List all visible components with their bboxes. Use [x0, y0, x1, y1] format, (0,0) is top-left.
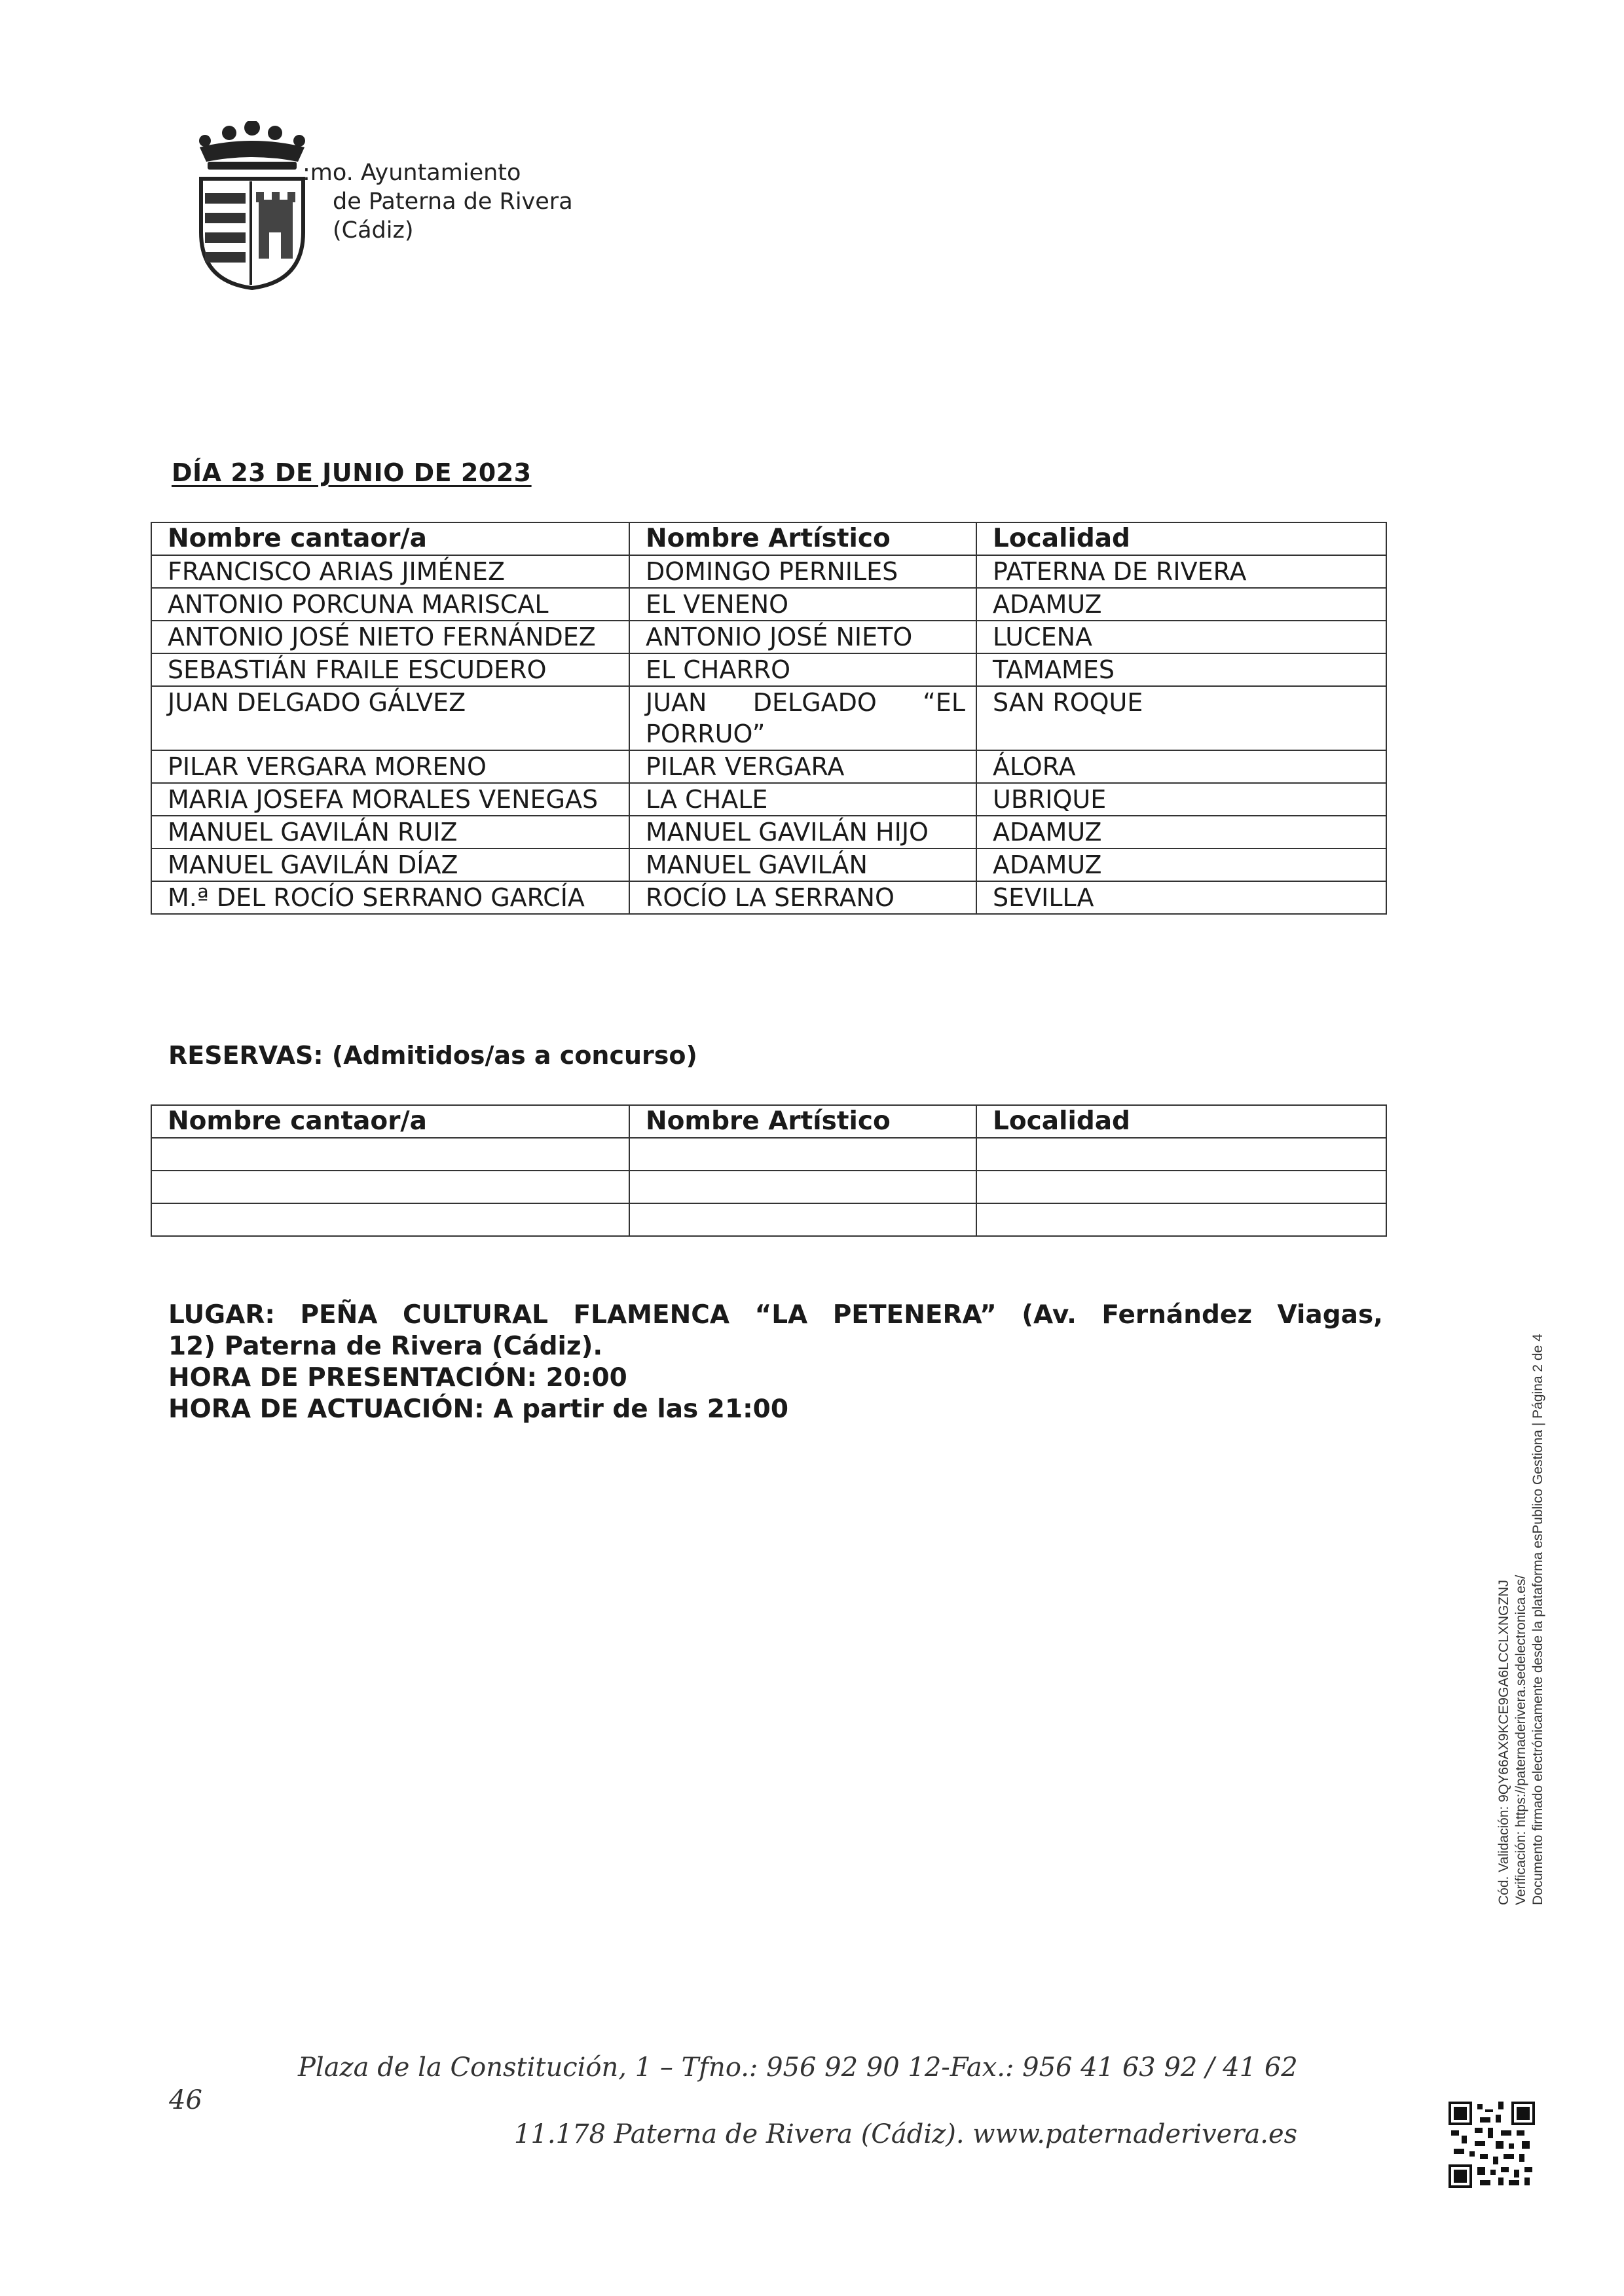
- participant-artistic-name: LA CHALE: [629, 783, 976, 816]
- table-header-row: [151, 1105, 1386, 1138]
- day-title: DÍA 23 DE JUNIO DE 2023: [172, 458, 532, 487]
- empty-cell: [976, 1138, 1386, 1171]
- participant-name: M.ª DEL ROCÍO SERRANO GARCÍA: [151, 881, 629, 914]
- participant-name: SEBASTIÁN FRAILE ESCUDERO: [151, 653, 629, 686]
- column-header-artistic-name: Nombre Artístico: [629, 1105, 976, 1138]
- column-header-name: Nombre cantaor/a: [151, 1105, 629, 1138]
- participant-locality: ÁLORA: [976, 750, 1386, 783]
- table-row-empty: [151, 1171, 1386, 1203]
- participant-artistic-name: JUAN DELGADO “EL PORRUO”: [629, 686, 976, 750]
- participant-locality: SAN ROQUE: [976, 686, 1386, 750]
- empty-cell: [629, 1203, 976, 1236]
- table-row: [151, 848, 1386, 881]
- column-header-locality: Localidad: [976, 522, 1386, 555]
- header-line-3: (Cádiz): [333, 217, 414, 244]
- verification-url: Verificación: https://paternaderivera.sedelectronica.es/: [1513, 1575, 1528, 1905]
- table-row-empty: [151, 1138, 1386, 1171]
- participant-artistic-name: DOMINGO PERNILES: [629, 555, 976, 588]
- participant-artistic-name: PILAR VERGARA: [629, 750, 976, 783]
- empty-cell: [976, 1203, 1386, 1236]
- qr-code-icon: [1449, 2102, 1535, 2188]
- participant-artistic-name: MANUEL GAVILÁN: [629, 848, 976, 881]
- venue-line-1: LUGAR: PEÑA CULTURAL FLAMENCA “LA PETENERA” (Av. Fernández Viagas,: [168, 1300, 1383, 1330]
- table-row: [151, 588, 1386, 621]
- participant-name: ANTONIO PORCUNA MARISCAL: [151, 588, 629, 621]
- participant-name: MANUEL GAVILÁN DÍAZ: [151, 848, 629, 881]
- page-number: 46: [169, 2085, 202, 2115]
- header-line-2: de Paterna de Rivera: [333, 189, 573, 215]
- participants-table: [151, 522, 1387, 915]
- participant-name: JUAN DELGADO GÁLVEZ: [151, 686, 629, 750]
- participant-name: PILAR VERGARA MORENO: [151, 750, 629, 783]
- column-header-locality: Localidad: [976, 1105, 1386, 1138]
- participant-locality: LUCENA: [976, 621, 1386, 653]
- table-row: [151, 555, 1386, 588]
- column-header-name: Nombre cantaor/a: [151, 522, 629, 555]
- reserves-table: [151, 1104, 1387, 1237]
- participant-artistic-name: ANTONIO JOSÉ NIETO: [629, 621, 976, 653]
- empty-cell: [151, 1171, 629, 1203]
- empty-cell: [151, 1203, 629, 1236]
- empty-cell: [151, 1138, 629, 1171]
- participant-name: ANTONIO JOSÉ NIETO FERNÁNDEZ: [151, 621, 629, 653]
- participant-locality: UBRIQUE: [976, 783, 1386, 816]
- table-row: [151, 750, 1386, 783]
- table-row: [151, 686, 1386, 750]
- signature-note: Documento firmado electrónicamente desde la plataforma esPublico Gestiona | Página 2 de 4: [1530, 1334, 1545, 1905]
- reserves-heading: RESERVAS: (Admitidos/as a concurso): [168, 1041, 697, 1070]
- footer-address: Plaza de la Constitución, 1 – Tfno.: 956 92 90 12-Fax.: 956 41 63 92 / 41 62: [298, 2052, 1298, 2083]
- participant-artistic-name: EL CHARRO: [629, 653, 976, 686]
- participant-artistic-name: MANUEL GAVILÁN HIJO: [629, 816, 976, 848]
- participant-locality: PATERNA DE RIVERA: [976, 555, 1386, 588]
- participant-name: MANUEL GAVILÁN RUIZ: [151, 816, 629, 848]
- table-row: [151, 653, 1386, 686]
- presentation-time: HORA DE PRESENTACIÓN: 20:00: [168, 1363, 627, 1393]
- validation-code: Cód. Validación: 9QY66AX9KCE9GA6LCCLXNGZNJ: [1496, 1580, 1511, 1905]
- venue-line-2: 12) Paterna de Rivera (Cádiz).: [168, 1332, 603, 1361]
- participant-locality: ADAMUZ: [976, 816, 1386, 848]
- empty-cell: [629, 1138, 976, 1171]
- municipal-coat-of-arms-icon: [193, 121, 311, 291]
- participant-name: MARIA JOSEFA MORALES VENEGAS: [151, 783, 629, 816]
- verification-side-text: [1496, 1316, 1547, 1905]
- table-row-empty: [151, 1203, 1386, 1236]
- header-line-1: :mo. Ayuntamiento: [303, 160, 521, 186]
- participant-locality: ADAMUZ: [976, 848, 1386, 881]
- participant-artistic-name: EL VENENO: [629, 588, 976, 621]
- participant-artistic-name: ROCÍO LA SERRANO: [629, 881, 976, 914]
- table-row: [151, 816, 1386, 848]
- footer-website: 11.178 Paterna de Rivera (Cádiz). www.paternaderivera.es: [514, 2119, 1298, 2149]
- column-header-artistic-name: Nombre Artístico: [629, 522, 976, 555]
- table-row: [151, 621, 1386, 653]
- table-row: [151, 881, 1386, 914]
- participant-locality: TAMAMES: [976, 653, 1386, 686]
- table-row: [151, 783, 1386, 816]
- participant-locality: SEVILLA: [976, 881, 1386, 914]
- performance-time: HORA DE ACTUACIÓN: A partir de las 21:00: [168, 1394, 788, 1424]
- participant-name: FRANCISCO ARIAS JIMÉNEZ: [151, 555, 629, 588]
- participant-locality: ADAMUZ: [976, 588, 1386, 621]
- empty-cell: [629, 1171, 976, 1203]
- empty-cell: [976, 1171, 1386, 1203]
- table-header-row: [151, 522, 1386, 555]
